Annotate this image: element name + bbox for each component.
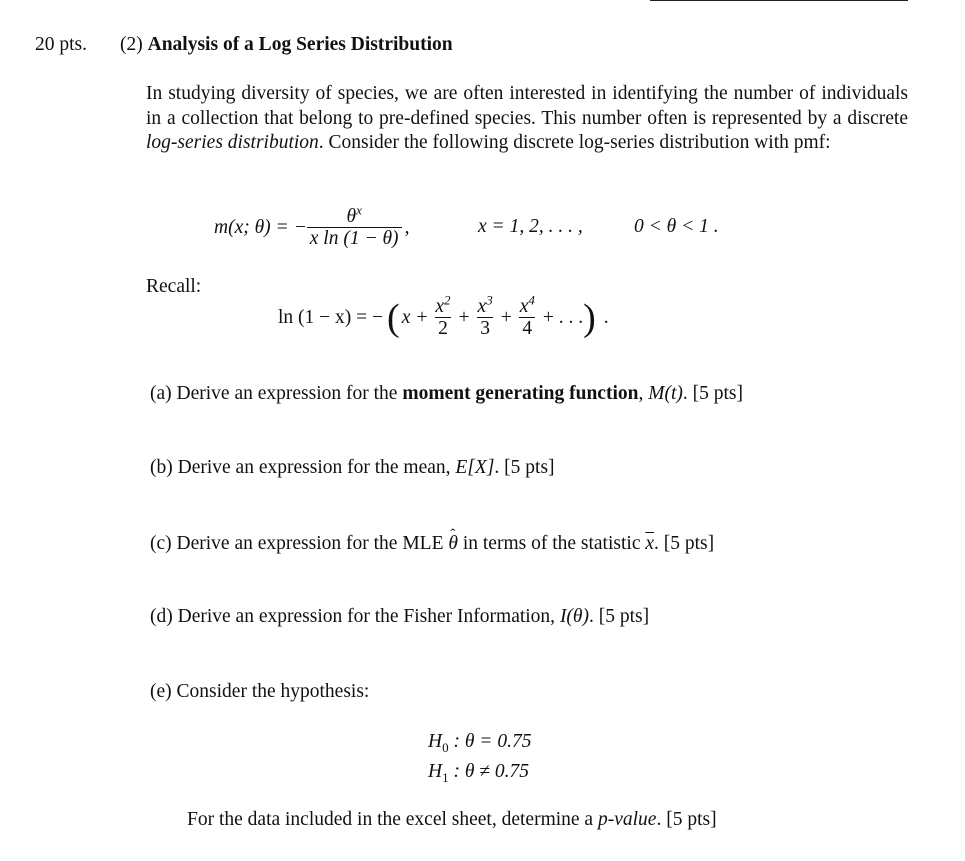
recall-equation xyxy=(278,288,609,348)
part-b-math: E[X] xyxy=(455,457,495,478)
hypothesis-h1 xyxy=(428,760,529,784)
part-e-label: (e) xyxy=(150,681,172,702)
part-a-label: (a) xyxy=(150,383,172,404)
recall-plus-1: + xyxy=(458,307,470,328)
pmf-range: 0 < θ < 1 . xyxy=(634,216,719,237)
points-label: 20 pts. xyxy=(35,34,88,55)
part-e-final-term: p-value xyxy=(597,809,657,830)
intro-text-1: In studying diversity of species, we are often interested in identifying the number of individuals in a collection that belong to pre-defined species. This number often is represented by a discrete xyxy=(146,83,908,129)
problem-number: (2) xyxy=(120,34,143,55)
part-b xyxy=(150,456,555,480)
part-b-post: . [5 pts] xyxy=(494,457,555,478)
recall-term-4-base: x xyxy=(519,295,529,317)
part-c-xbar: $\overline{x}$ xyxy=(645,533,655,554)
recall-term-4-num xyxy=(517,292,538,317)
part-b-pre: Derive an expression for the mean, xyxy=(177,457,456,478)
part-a-post: . [5 pts] xyxy=(682,383,744,404)
h0-subscript: 0 xyxy=(442,739,449,755)
part-e-final xyxy=(187,808,717,832)
pmf-comma: , xyxy=(404,217,410,238)
recall-term-4-den: 4 xyxy=(519,317,535,340)
part-d xyxy=(150,605,649,629)
pmf-numerator xyxy=(343,202,364,227)
part-a-bold: moment generating function xyxy=(402,383,639,404)
recall-term-2-num xyxy=(432,292,453,317)
part-d-label: (d) xyxy=(150,606,173,627)
part-e-text: Consider the hypothesis: xyxy=(176,681,370,702)
h0-statement: : θ = 0.75 xyxy=(448,731,532,752)
recall-term-2 xyxy=(432,292,453,340)
pmf-lhs: m(x; θ) = − xyxy=(214,217,307,238)
recall-term-3 xyxy=(475,292,496,340)
top-rule xyxy=(650,0,908,1)
recall-end: . xyxy=(603,307,609,328)
part-b-label: (b) xyxy=(150,457,173,478)
h1-statement: : θ ≠ 0.75 xyxy=(448,761,529,782)
recall-term-2-sup: 2 xyxy=(444,292,451,307)
part-d-pre: Derive an expression for the Fisher Information, xyxy=(177,606,560,627)
recall-term-2-den: 2 xyxy=(435,317,451,340)
part-c-pre: Derive an expression for the MLE xyxy=(176,533,449,554)
recall-term-4-sup: 4 xyxy=(528,292,535,307)
part-c-theta-hat: ˆ θ xyxy=(448,532,458,556)
part-d-math: I(θ) xyxy=(559,606,589,627)
recall-close-paren: ) xyxy=(583,297,596,339)
part-d-post: . [5 pts] xyxy=(589,606,650,627)
h0-symbol: H xyxy=(428,731,443,752)
recall-lhs: ln (1 − x) = − xyxy=(278,307,384,328)
part-c-post: . [5 pts] xyxy=(654,533,715,554)
h1-subscript: 1 xyxy=(442,769,449,785)
part-a-math: M(t) xyxy=(648,383,683,404)
part-a-pre: Derive an expression for the xyxy=(176,383,403,404)
part-e-final-pre: For the data included in the excel sheet, determine a xyxy=(187,809,598,830)
intro-paragraph xyxy=(146,82,908,156)
part-e xyxy=(150,680,369,704)
part-a xyxy=(150,382,743,406)
recall-plus-2: + xyxy=(500,307,512,328)
problem-title: Analysis of a Log Series Distribution xyxy=(147,34,453,55)
recall-term-3-base: x xyxy=(477,295,487,317)
recall-first-term: x + xyxy=(401,307,429,328)
part-c-mid: in terms of the statistic xyxy=(457,533,646,554)
pmf-numerator-sup: x xyxy=(356,202,362,217)
recall-term-2-base: x xyxy=(435,295,445,317)
recall-label: Recall: xyxy=(146,276,202,297)
part-c xyxy=(150,532,714,556)
recall-open-paren: ( xyxy=(387,297,400,339)
intro-term: log-series distribution xyxy=(146,132,319,153)
problem-heading xyxy=(120,33,453,57)
part-a-mid: , xyxy=(638,383,649,404)
recall-term-3-sup: 3 xyxy=(486,292,493,307)
recall-term-3-den: 3 xyxy=(477,317,493,340)
part-e-final-post: . [5 pts] xyxy=(656,809,717,830)
part-c-label: (c) xyxy=(150,533,172,554)
h1-symbol: H xyxy=(428,761,443,782)
pmf-numerator-base: θ xyxy=(346,205,357,227)
pmf-support: x = 1, 2, . . . , xyxy=(478,216,583,237)
intro-text-2: . Consider the following discrete log-series distribution with pmf: xyxy=(318,132,831,153)
pmf-denominator: x ln (1 − θ) xyxy=(307,227,402,250)
recall-term-4 xyxy=(517,292,538,340)
recall-term-3-num xyxy=(475,292,496,317)
pmf-equation xyxy=(214,200,409,256)
recall-tail: + . . . xyxy=(542,307,584,328)
pmf-fraction xyxy=(307,202,402,250)
hypothesis-h0 xyxy=(428,730,531,754)
